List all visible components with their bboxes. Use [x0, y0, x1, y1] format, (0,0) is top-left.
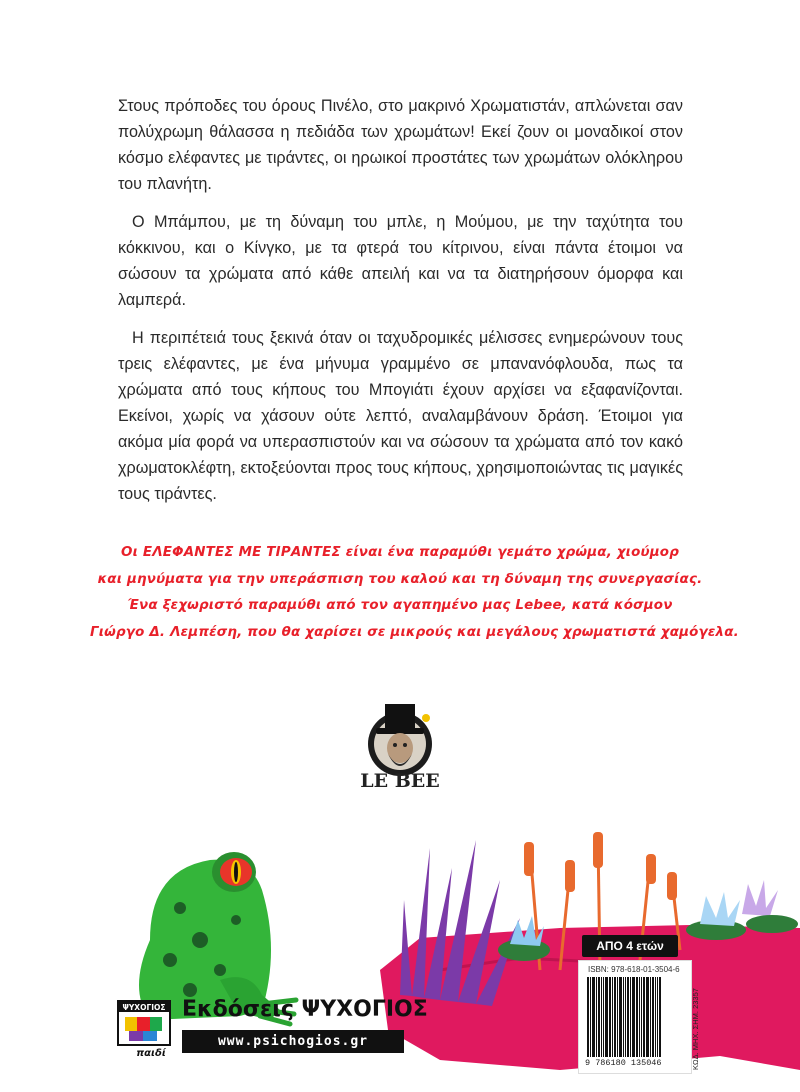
barcode-panel	[578, 960, 692, 1074]
isbn-text: ISBN: 978-618-01-3504-6	[588, 965, 680, 974]
lebee-author-logo	[352, 700, 448, 800]
logo-top-text: ΨΥΧΟΓΙΟΣ	[122, 1003, 166, 1012]
product-code: ΚΩΔ. ΜΗΧ. ΣΗΜ. 23357	[691, 988, 700, 1070]
blurb-paragraph-3: Η περιπέτειά τους ξεκινά όταν οι ταχυδρομικές μέλισσες ενημερώνουν τους τρεις ελέφαντες, με ένα μήνυμα γραμμένο σε μπανανόφλουδα, πως τα χρώματα από τους κήπους του Μπογιάτι έχουν αρχίσει να εξαφανίζονται. Εκείνοι, χωρίς να χάσουν ούτε λεπτό, αναλαμβάνουν δράση. Έτοιμοι για ακόμα μία φορά να υπερασπιστούν και να σώσουν τα χρώματα από τον κακό χρωματοκλέφτη, εκτοξεύονται προς τους κήπους, χρησιμοποιώντας τις μαγικές τους τιράντες.	[118, 329, 683, 503]
barcode-bars	[587, 977, 669, 1057]
publisher-url: www.psichogios.gr	[182, 1030, 404, 1053]
tagline-line-1: Οι ΕΛΕΦΑΝΤΕΣ ΜΕ ΤΙΡΑΝΤΕΣ είναι ένα παραμύθι γεμάτο χρώμα, χιούμορ	[121, 545, 679, 560]
psichogios-logo-icon	[117, 1000, 171, 1058]
tagline-line-3: Ένα ξεχωριστό παραμύθι από τον αγαπημένο μας Lebee, κατά κόσμον	[127, 598, 673, 613]
publisher-logo	[117, 1000, 171, 1058]
tagline-line-2: και μηνύματα για την υπεράσπιση του καλού και τη δύναμη της συνεργασίας.	[97, 571, 703, 587]
top-hat-portrait-icon	[352, 700, 448, 778]
publisher-name: Εκδόσεις ΨΥΧΟΓΙΟΣ	[182, 997, 428, 1022]
tagline-line-4: Γιώργο Δ. Λεμπέση, που θα χαρίσει σε μικρούς και μεγάλους χρωματιστά χαμόγελα.	[90, 624, 739, 640]
lebee-logo-text: LE BEE	[360, 770, 440, 792]
back-cover-blurb	[118, 93, 683, 519]
barcode-number: 9 786180 135046	[585, 1058, 662, 1068]
blurb-paragraph-2: Ο Μπάμπου, με τη δύναμη του μπλε, η Μούμου, με την ταχύτητα του κόκκινου, και ο Κίνγκο, με τα φτερά του κίτρινου, είναι πάντα έτοιμοι να σώσουν τα χρώματα από κάθε απειλή και να τα διατηρήσουν όμορφα και λαμπερά.	[118, 213, 683, 309]
age-badge: ΑΠΟ 4 ετών	[582, 935, 678, 957]
blurb-paragraph-1: Στους πρόποδες του όρους Πινέλο, στο μακρινό Χρωματιστάν, απλώνεται σαν πολύχρωμη θάλασσα η πεδιάδα των χρωμάτων! Εκεί ζουν οι μοναδικοί στον κόσμο ελέφαντες με τιράντες, οι ηρωικοί προστάτες των χρωμάτων ολόκληρου του πλανήτη.	[118, 97, 683, 193]
red-tagline	[90, 540, 739, 646]
logo-bottom-text: παιδί	[136, 1048, 166, 1058]
